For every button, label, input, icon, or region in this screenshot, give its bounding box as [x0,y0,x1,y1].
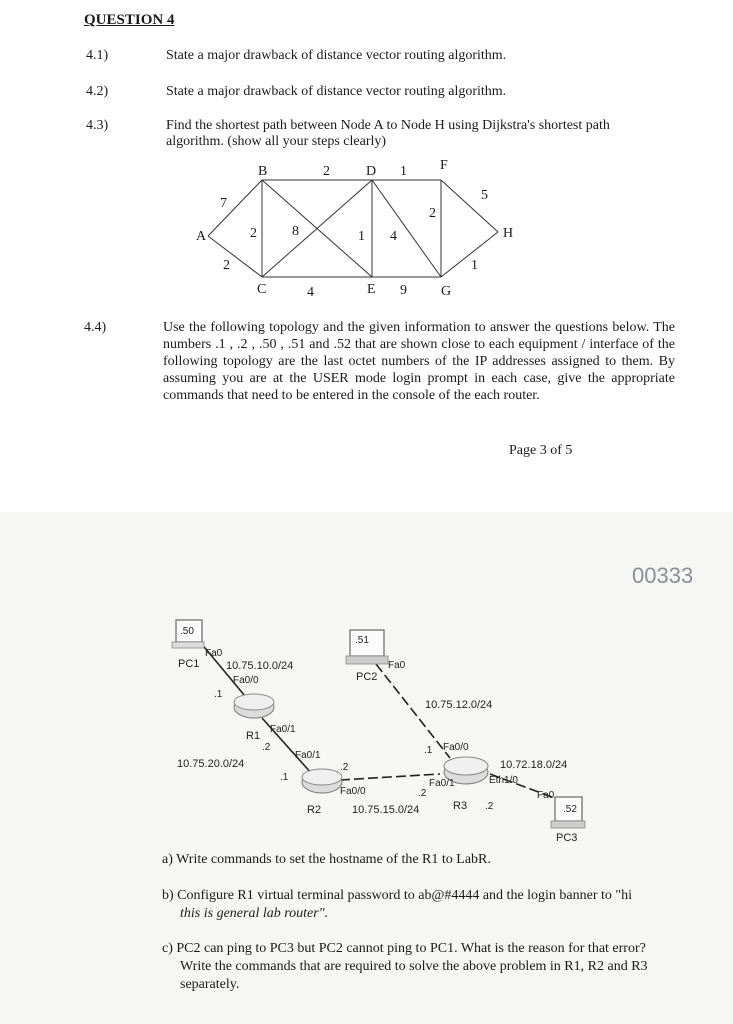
question-heading: QUESTION 4 [84,12,175,28]
r3-name: R3 [453,800,468,812]
node-a: A [196,229,207,244]
network-10-75-15: 10.75.15.0/24 [352,804,420,816]
weight-d-e: 1 [358,229,365,244]
network-10-72-18: 10.72.18.0/24 [500,759,568,771]
weight-c-e: 4 [307,285,314,300]
item-text-4-3-line1: Find the shortest path between Node A to Node H using Dijkstra's shortest path [166,118,610,133]
edge-g-h [441,232,498,277]
weight-f-g: 2 [429,206,436,221]
item-number-4-2: 4.2) [86,84,109,99]
edge-d-g [372,180,441,277]
network-10-75-20: 10.75.20.0/24 [177,758,245,770]
pc3-ip: .52 [563,804,577,815]
weight-a-c: 2 [223,258,230,273]
exam-page-bottom [0,512,733,1024]
weight-d-g: 4 [390,229,397,244]
subquestion-b-line2: this is general lab router". [180,906,329,921]
node-c: C [257,282,267,297]
r3-fa00: Fa0/0 [443,742,469,753]
router-r2-icon [302,769,342,793]
weight-b-c: 2 [250,226,257,241]
weight-d-f: 1 [400,164,407,179]
link-pc2-r3 [376,664,450,758]
pc2-ip: .51 [355,635,369,646]
weight-e-g: 9 [400,283,407,298]
pc3-iface: Fa0 [537,790,555,801]
pc1-iface: Fa0 [205,648,223,659]
subquestion-c-line2: Write the commands that are required to solve the above problem in R1, R2 and R3 [180,959,648,974]
weight-b-d: 2 [323,164,330,179]
r2-fa00: Fa0/0 [340,786,366,797]
subquestion-a: a) Write commands to set the hostname of the R1 to LabR. [162,852,491,867]
r1-fa00: Fa0/0 [233,675,259,686]
r1-fa01: Fa0/1 [270,724,296,735]
node-b: B [258,164,268,179]
pc1-ip: .50 [180,626,194,637]
pc3-name: PC3 [556,832,578,844]
node-g: G [441,284,452,299]
edge-f-h [441,180,498,232]
node-e: E [367,282,376,297]
subquestion-c-line3: separately. [180,977,240,992]
r3-ip-pc3: .2 [485,801,494,812]
page-footer: Page 3 of 5 [509,443,573,458]
node-d: D [366,164,377,179]
r2-ip-r1: .1 [280,772,289,783]
item-number-4-1: 4.1) [86,48,109,63]
r2-ip-r3: .2 [340,762,349,773]
network-10-75-10: 10.75.10.0/24 [226,660,294,672]
weight-a-b: 7 [220,196,227,211]
pc2-name: PC2 [356,671,378,683]
node-f: F [440,158,448,173]
item-number-4-3: 4.3) [86,118,109,133]
item-text-4-3-line2: algorithm. (show all your steps clearly) [166,134,387,149]
edge-a-c [208,236,262,277]
r1-name: R1 [246,730,261,742]
network-10-75-12: 10.75.12.0/24 [425,699,493,711]
scan-id-number: 00333 [632,563,694,588]
item-text-4-1: State a major drawback of distance vector routing algorithm. [166,48,507,63]
r3-eth: Eth1/0 [489,775,518,786]
router-r1-icon [234,694,274,718]
subquestion-b-line1: b) Configure R1 virtual terminal password to ab@#4444 and the login banner to "hi [162,888,633,903]
item-number-4-4: 4.4) [84,320,107,335]
weight-f-h: 5 [481,188,488,203]
r1-ip-lan: .1 [214,689,223,700]
item-text-4-4: Use the following topology and the given information to answer the questions below. The numbers .1 , .2 , .50 , .51 and .52 that are shown close to each equipment / interface of the following topology are the last octet numbers of the IP addresses assigned to them. By assuming you are at the USER mode login prompt in each case, give the appropriate commands that need to be entered in the console of the each router. [163,320,675,403]
r2-name: R2 [307,804,322,816]
r3-fa01: Fa0/1 [429,778,455,789]
item-text-4-2: State a major drawback of distance vector routing algorithm. [166,84,507,99]
pc2-iface: Fa0 [388,660,406,671]
r2-fa01: Fa0/1 [295,750,321,761]
r1-ip-wan: .2 [262,742,271,753]
weight-b-e: 8 [292,224,299,239]
subquestion-c-line1: c) PC2 can ping to PC3 but PC2 cannot ping to PC1. What is the reason for that error? [162,941,646,956]
node-h: H [503,226,514,241]
link-r2-r3 [340,774,440,780]
pc1-name: PC1 [178,658,200,670]
r3-ip-pc2: .1 [424,745,433,756]
weight-g-h: 1 [471,258,478,273]
r3-ip-r2: .2 [418,788,427,799]
